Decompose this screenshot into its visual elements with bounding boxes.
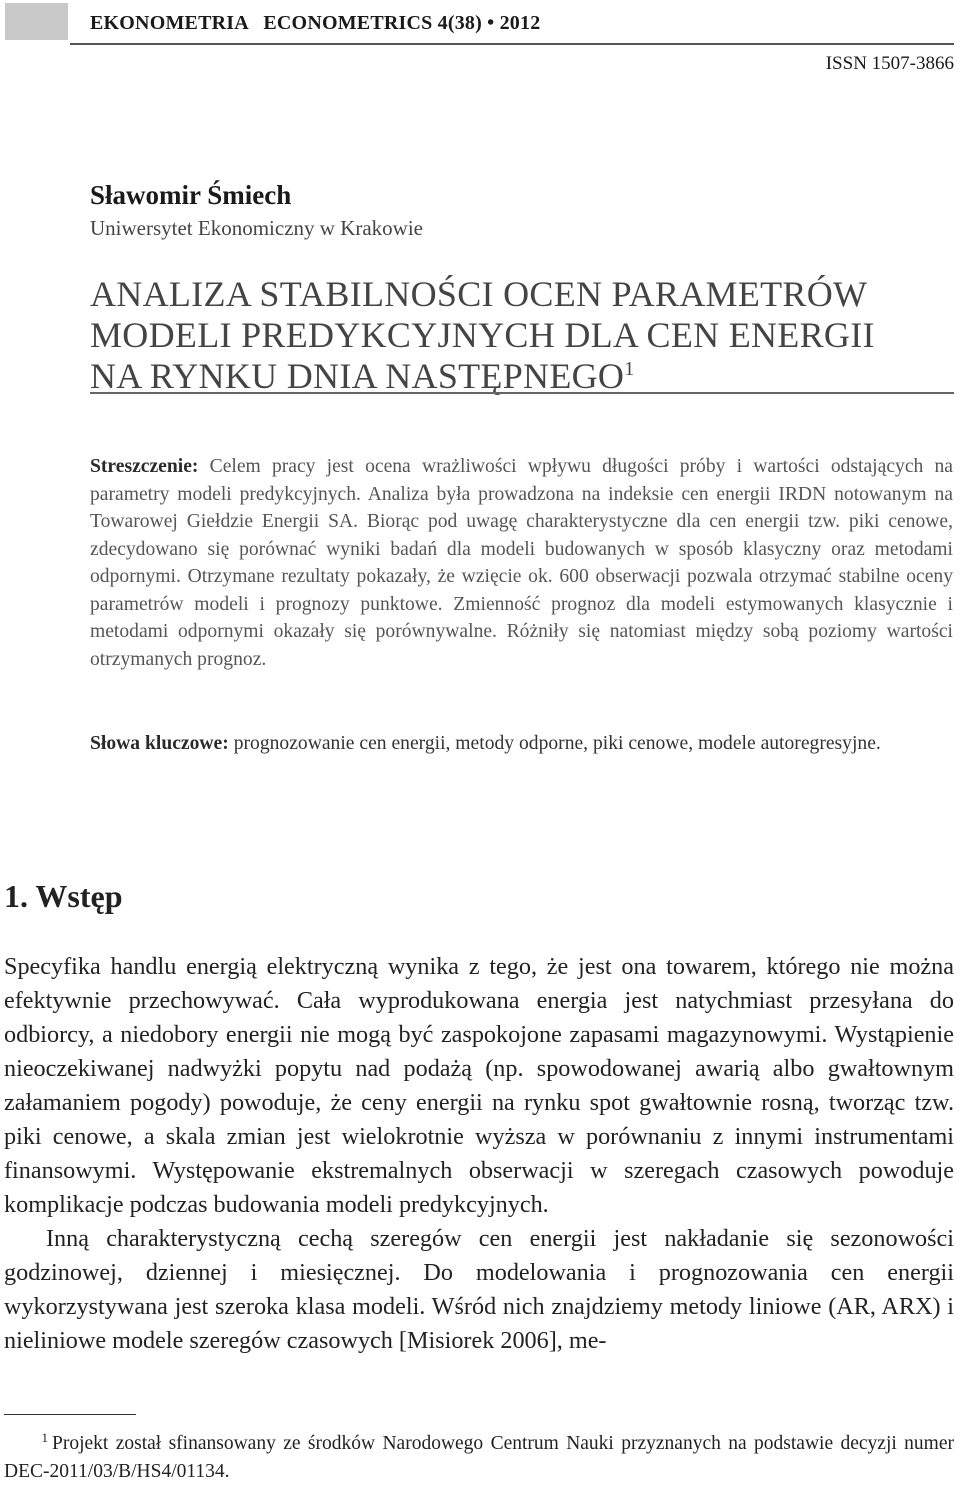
- journal-header: EKONOMETRIA ECONOMETRICS 4(38) • 2012: [90, 12, 541, 34]
- article-title: [90, 274, 950, 397]
- title-line: ANALIZA STABILNOŚCI OCEN PARAMETRÓW: [90, 274, 868, 314]
- abstract: [90, 453, 953, 673]
- author-name: Sławomir Śmiech: [90, 180, 292, 210]
- keywords: [90, 729, 953, 758]
- body-paragraph: Inną charakterystyczną cechą szeregów cen energii jest nakładanie się sezonowości godzinowej, dziennej i miesięcznej. Do modelowania i prognozowania cen energii wykorzystywana jest szeroka klasa modeli. Wśród nich znajdziemy metody liniowe (AR, ARX) i nieliniowe modele szeregów czasowych [Misiorek 2006], me-: [4, 1225, 954, 1354]
- footnote-rule: [4, 1414, 136, 1415]
- header-rule: [70, 43, 954, 45]
- title-rule: [90, 392, 954, 394]
- running-header: [0, 3, 960, 43]
- body-text: [4, 950, 954, 1358]
- footnote: 1 Projekt został sfinansowany ze środków Narodowego Centrum Nauki przyznanych na podstawie decyzji numer DEC-2011/03/B/HS4/01134.: [4, 1429, 954, 1482]
- title-line: MODELI PREDYKCYJNYCH DLA CEN ENERGII: [90, 315, 875, 355]
- abstract-label: Streszczenie:: [90, 456, 199, 477]
- title-footnote-mark: 1: [624, 358, 635, 380]
- abstract-text: Celem pracy jest ocena wrażliwości wpływu długości próby i wartości odstających na parametry modeli predykcyjnych. Analiza była prowadzona na indeksie cen energii IRDN notowanym na Towarowej Giełdzie Energii SA. Biorąc pod uwagę charakterystyczne dla cen energii tzw. piki cenowe, zdecydowano się porównać wyniki badań dla modeli budowanych w sposób klasyczny oraz metodami odpornymi. Otrzymane rezultaty pokazały, że wzięcie ok. 600 obserwacji pozwala otrzymać stabilne oceny parametrów modeli i prognozy punktowe. Zmienność prognoz dla modeli estymowanych klasycznie i metodami odpornymi okazały się porównywalne. Różniły się natomiast między sobą poziomy wartości otrzymanych prognoz.: [90, 456, 953, 670]
- section-heading: 1. Wstęp: [4, 878, 123, 914]
- author-affiliation: Uniwersytet Ekonomiczny w Krakowie: [90, 216, 423, 240]
- header-gray-block: [5, 3, 68, 40]
- issn: ISSN 1507-3866: [825, 53, 954, 74]
- keywords-label: Słowa kluczowe:: [90, 733, 229, 754]
- title-line: [90, 356, 950, 397]
- keywords-text: prognozowanie cen energii, metody odporne, piki cenowe, modele autoregresyjne.: [228, 733, 881, 754]
- body-paragraph: Specyfika handlu energią elektryczną wynika z tego, że jest ona towarem, którego nie można efektywnie przechowywać. Cała wyprodukowana energia jest natychmiast przesyłana do odbiorcy, a niedobory energii nie mogą być zaspokojone zapasami magazynowymi. Wystąpienie nieoczekiwanej nadwyżki popytu nad podażą (np. spowodowanej awarią albo gwałtownym załamaniem pogody) powoduje, że ceny energii na rynku spot gwałtownie rosną, tworząc tzw. piki cenowe, a skala zmian jest wielokrotnie wyższa w porównaniu z innymi instrumentami finansowymi. Występowanie ekstremalnych obserwacji w szeregach czasowych powoduje komplikacje podczas budowania modeli predykcyjnych.: [4, 953, 954, 1218]
- title-line-text: NA RYNKU DNIA NASTĘPNEGO: [90, 356, 625, 396]
- footnote-text: Projekt został sfinansowany ze środków Narodowego Centrum Nauki przyznanych na podstawie decyzji numer DEC-2011/03/B/HS4/01134.: [4, 1433, 954, 1482]
